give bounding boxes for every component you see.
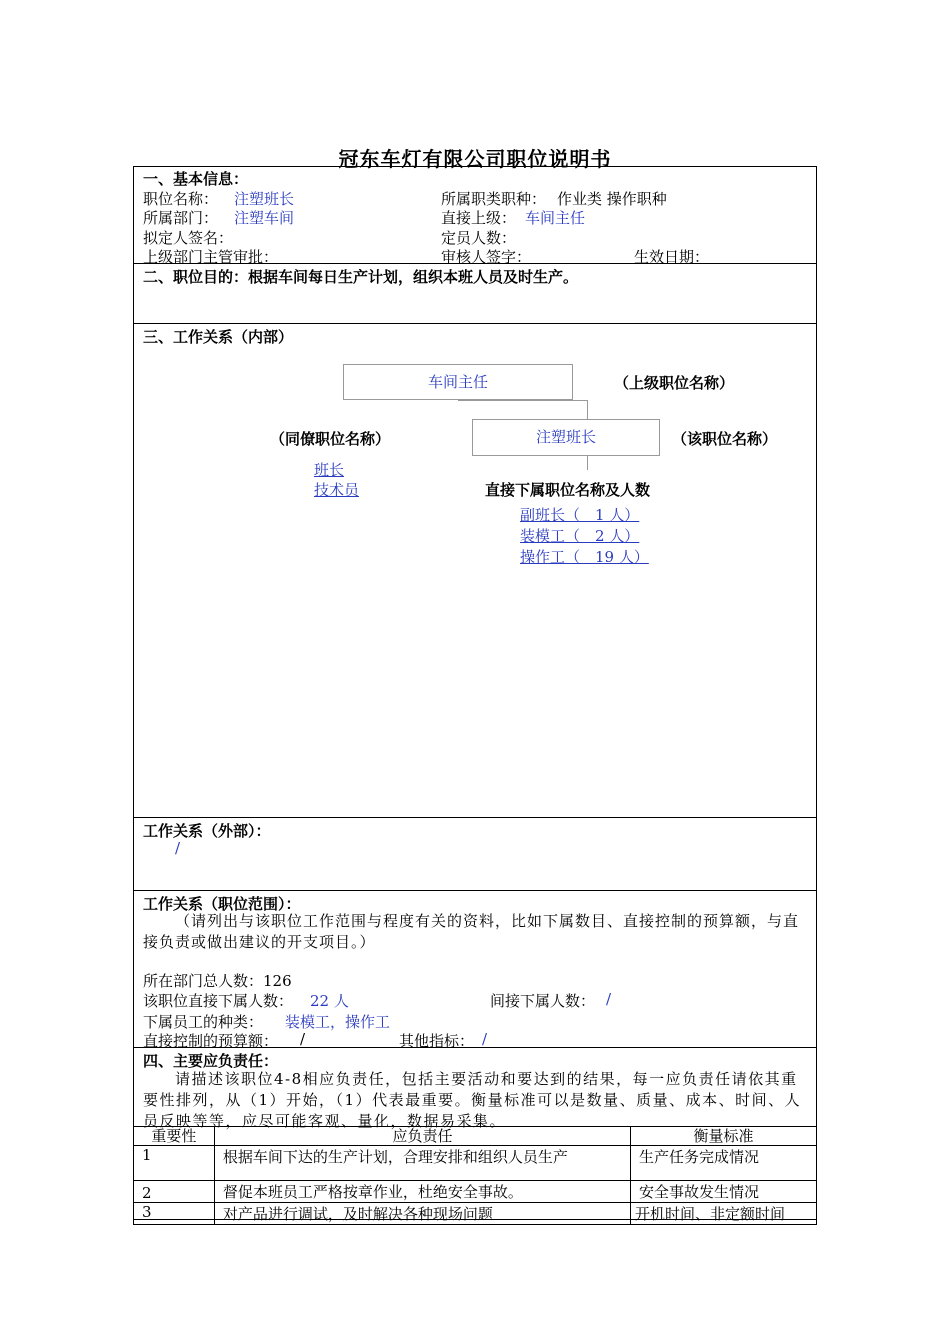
scope-instruction: （请列出与该职位工作范围与程度有关的资料，比如下属数目、直接控制的预算额，与直接负责或做出建议的开支项目。）	[143, 912, 800, 951]
peer-note: （同僚职位名称）	[270, 430, 391, 448]
divider	[133, 323, 817, 324]
direct-subordinates-value: 22 人	[310, 992, 349, 1010]
direct-subordinates-label: 该职位直接下属人数：	[143, 992, 294, 1010]
dept-value: 注塑车间	[234, 209, 295, 227]
budget-label: 直接控制的预算额：	[143, 1032, 279, 1050]
rank-cell: 2	[134, 1181, 215, 1203]
position-name-value: 注塑班长	[234, 190, 295, 208]
duties-heading: 四、主要应负责任：	[143, 1052, 279, 1070]
table-header-row	[134, 1127, 817, 1146]
indirect-subordinates-value: /	[606, 990, 612, 1008]
dept-total-label-text: 所在部门总人数：	[143, 972, 264, 990]
peer-item: 技术员	[314, 481, 360, 499]
rank-cell: 1	[134, 1146, 215, 1181]
connector-line	[587, 400, 588, 419]
self-note: （该职位名称）	[672, 430, 778, 448]
category-value: 作业类 操作职种	[557, 190, 667, 208]
self-box-label: 注塑班长	[535, 428, 596, 446]
duty-cell: 根据车间下达的生产计划，合理安排和组织人员生产	[214, 1146, 630, 1181]
peer-item: 班长	[314, 461, 345, 479]
subordinate-item: 副班长（ 1 人）	[520, 506, 640, 524]
measure-cell: 开机时间、非定额时间	[631, 1203, 817, 1225]
approver-label: 上级部门主管审批：	[143, 248, 279, 266]
divider	[133, 890, 817, 891]
connector-line	[458, 400, 588, 401]
other-indicators-label: 其他指标：	[399, 1032, 475, 1050]
table-row	[134, 1203, 817, 1225]
document-title: 冠东车灯有限公司职位说明书	[338, 147, 612, 171]
effective-date-label: 生效日期：	[634, 248, 710, 266]
divider	[133, 817, 817, 818]
basic-info-heading: 一、基本信息：	[143, 170, 249, 188]
budget-value: /	[300, 1030, 306, 1048]
external-relations-value: /	[175, 839, 181, 857]
subordinates-heading: 直接下属职位名称及人数	[485, 481, 651, 499]
dept-label: 所属部门：	[143, 209, 219, 227]
table-row	[134, 1181, 817, 1203]
column-header: 衡量标准	[631, 1127, 817, 1146]
superior-label: 直接上级：	[441, 209, 517, 227]
rank-cell: 3	[134, 1203, 215, 1225]
duties-table	[133, 1126, 817, 1225]
subordinate-kinds-label: 下属员工的种类：	[143, 1013, 264, 1031]
measure-cell: 生产任务完成情况	[631, 1146, 817, 1181]
superior-box-label: 车间主任	[427, 373, 488, 391]
duty-cell: 督促本班员工严格按章作业，杜绝安全事故。	[214, 1181, 630, 1203]
duties-instruction: 请描述该职位4-8相应负责任，包括主要活动和要达到的结果，每一应负责任请依其重要性排列，从（1）开始，（1）代表最重要。衡量标准可以是数量、质量、成本、时间、人员反映等等，应尽可能客观、量化，数据易采集。	[143, 1070, 802, 1130]
column-header: 重要性	[134, 1127, 215, 1146]
scope-heading: 工作关系（职位范围）：	[143, 895, 301, 913]
duty-cell: 对产品进行调试，及时解决各种现场问题	[214, 1203, 630, 1225]
indirect-subordinates-label: 间接下属人数：	[490, 992, 596, 1010]
purpose-text: 二、职位目的：根据车间每日生产计划，组织本班人员及时生产。	[143, 268, 579, 286]
superior-value: 车间主任	[525, 209, 586, 227]
category-label: 所属职类职种：	[441, 190, 547, 208]
other-indicators-value: /	[482, 1030, 488, 1048]
table-row	[134, 1146, 817, 1181]
subordinate-item: 装模工（ 2 人）	[520, 527, 640, 545]
connector-line	[587, 456, 588, 470]
headcount-label: 定员人数：	[441, 229, 517, 247]
reviewer-label: 审核人签字：	[441, 248, 532, 266]
subordinate-item: 操作工（ 19 人）	[520, 548, 649, 566]
column-header: 应负责任	[214, 1127, 630, 1146]
external-relations-heading: 工作关系（外部）：	[143, 822, 271, 840]
measure-cell: 安全事故发生情况	[631, 1181, 817, 1203]
subordinate-kinds-value: 装模工，操作工	[285, 1013, 391, 1031]
dept-total-label	[143, 970, 292, 991]
dept-total-value: 126	[263, 972, 292, 990]
superior-box	[343, 364, 573, 400]
superior-note: （上级职位名称）	[614, 374, 735, 392]
self-box	[472, 419, 660, 456]
drafter-label: 拟定人签名：	[143, 229, 234, 247]
position-name-label: 职位名称：	[143, 190, 219, 208]
internal-relations-heading: 三、工作关系（内部）	[143, 328, 294, 346]
